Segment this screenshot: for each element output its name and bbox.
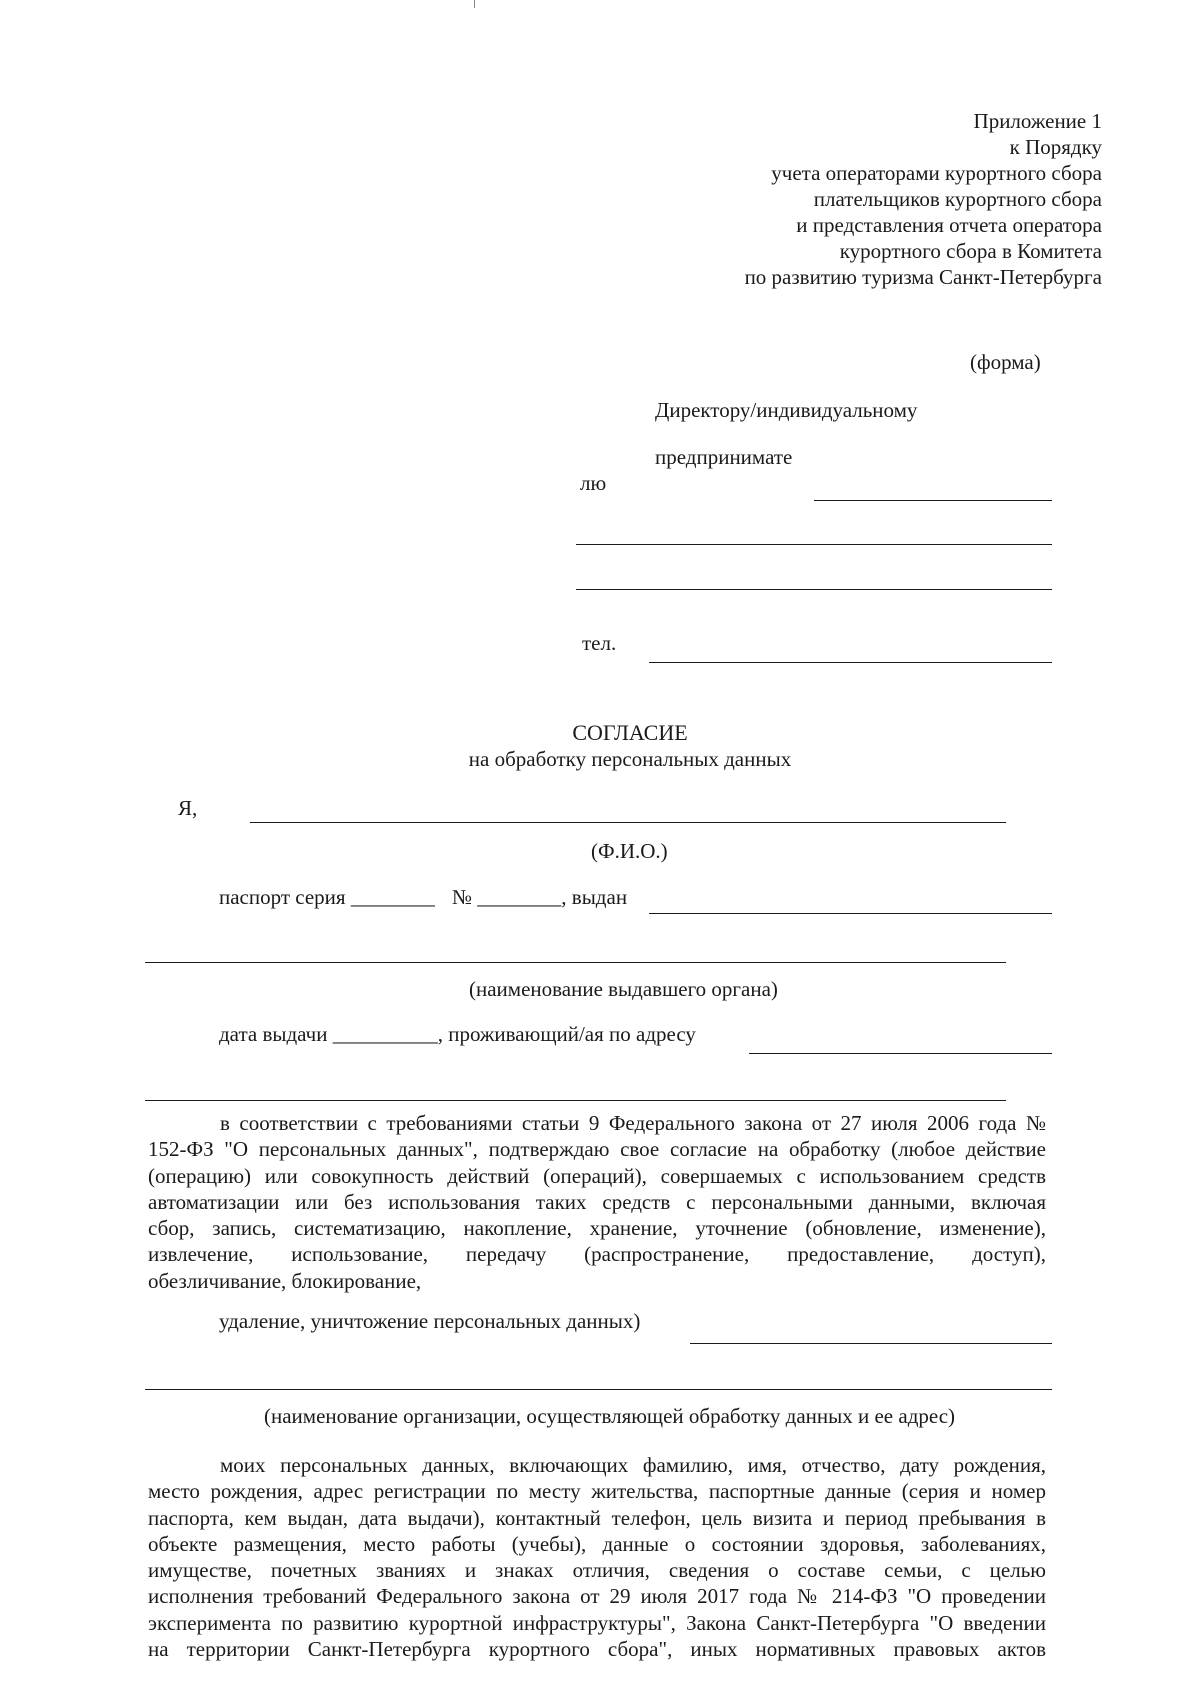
data-line: на территории Санкт-Петербурга курортного сбора", иных нормативных правовых актов <box>148 1637 1046 1662</box>
addressee-blank-2[interactable] <box>576 589 1052 590</box>
form-label: (форма) <box>970 350 1041 374</box>
data-paragraph <box>148 1452 1046 1662</box>
document-title: СОГЛАСИЕ <box>572 720 688 745</box>
data-line: имуществе, почетных званиях и знаках отличия, сведения о составе семьи, с целью <box>148 1558 1046 1583</box>
header-line: курортного сбора в Комитета <box>839 239 1102 263</box>
consent-line: в соответствии с требованиями статьи 9 Федерального закона от 27 июля 2006 года № <box>220 1111 1046 1135</box>
i-label: Я, <box>178 796 198 820</box>
header-line: и представления отчета оператора <box>796 213 1102 237</box>
consent-line: сбор, запись, систематизацию, накопление, хранение, уточнение (обновление, изменение), <box>148 1216 1046 1241</box>
consent-line: (операцию) или совокупность действий (операций), совершаемых с использованием средств <box>148 1163 1046 1188</box>
document-subtitle: на обработку персональных данных <box>468 747 792 771</box>
address-blank-2[interactable] <box>145 1100 1006 1101</box>
address-blank-1[interactable] <box>749 1053 1052 1054</box>
tel-blank[interactable] <box>649 662 1052 663</box>
issuer-blank-1[interactable] <box>649 913 1052 914</box>
data-line: эксперимента по развитию курортной инфраструктуры", Закона Санкт-Петербурга "О введении <box>148 1610 1046 1635</box>
scan-speck <box>474 0 475 8</box>
addressee-name-blank[interactable] <box>814 500 1052 501</box>
data-line: паспорта, кем выдан, дата выдачи), контактный телефон, цель визита и период пребывания в <box>148 1505 1046 1530</box>
consent-line: 152-ФЗ "О персональных данных", подтверждаю свое согласие на обработку (любое действие <box>148 1137 1046 1162</box>
header-line: по развитию туризма Санкт-Петербурга <box>744 265 1102 289</box>
org-blank-1[interactable] <box>690 1343 1052 1344</box>
consent-line: автоматизации или без использования таких средств с персональными данными, включая <box>148 1189 1046 1214</box>
passport-series: паспорт серия ________ <box>219 885 435 909</box>
header-line: учета операторами курортного сбора <box>771 161 1102 185</box>
header-line: к Порядку <box>1009 135 1102 159</box>
fio-caption: (Ф.И.О.) <box>591 839 668 863</box>
data-line: объекте размещения, место работы (учебы), данные о состоянии здоровья, заболеваниях, <box>148 1531 1046 1556</box>
org-blank-2[interactable] <box>145 1389 1052 1390</box>
data-line: моих персональных данных, включающих фамилию, имя, отчество, дату рождения, <box>220 1453 1046 1477</box>
issuer-blank-2[interactable] <box>145 962 1006 963</box>
header-line: плательщиков курортного сбора <box>813 187 1102 211</box>
data-line: место рождения, адрес регистрации по месту жительства, паспортные данные (серия и номер <box>148 1479 1046 1504</box>
data-line: исполнения требований Федерального закона от 29 июля 2017 года № 214-ФЗ "О проведении <box>148 1584 1046 1609</box>
addressee-line-2: предпринимате <box>655 445 793 469</box>
org-caption: (наименование организации, осуществляющей обработку данных и ее адрес) <box>264 1404 956 1428</box>
consent-line: обезличивание, блокирование, <box>148 1268 422 1293</box>
consent-paragraph <box>148 1110 1046 1294</box>
issue-date-address: дата выдачи __________, проживающий/ая по адресу <box>219 1022 696 1046</box>
addressee-blank-1[interactable] <box>576 544 1052 545</box>
consent-line: извлечение, использование, передачу (распространение, предоставление, доступ), <box>148 1242 1046 1267</box>
issuer-caption: (наименование выдавшего органа) <box>469 977 778 1001</box>
deletion-line: удаление, уничтожение персональных данных) <box>219 1309 641 1333</box>
fio-blank[interactable] <box>250 822 1006 823</box>
addressee-line-1: Директору/индивидуальному <box>655 398 918 422</box>
addressee-line-3: лю <box>580 471 607 495</box>
tel-label: тел. <box>582 631 617 655</box>
passport-number: № ________, выдан <box>452 885 628 909</box>
header-line: Приложение 1 <box>973 109 1102 133</box>
